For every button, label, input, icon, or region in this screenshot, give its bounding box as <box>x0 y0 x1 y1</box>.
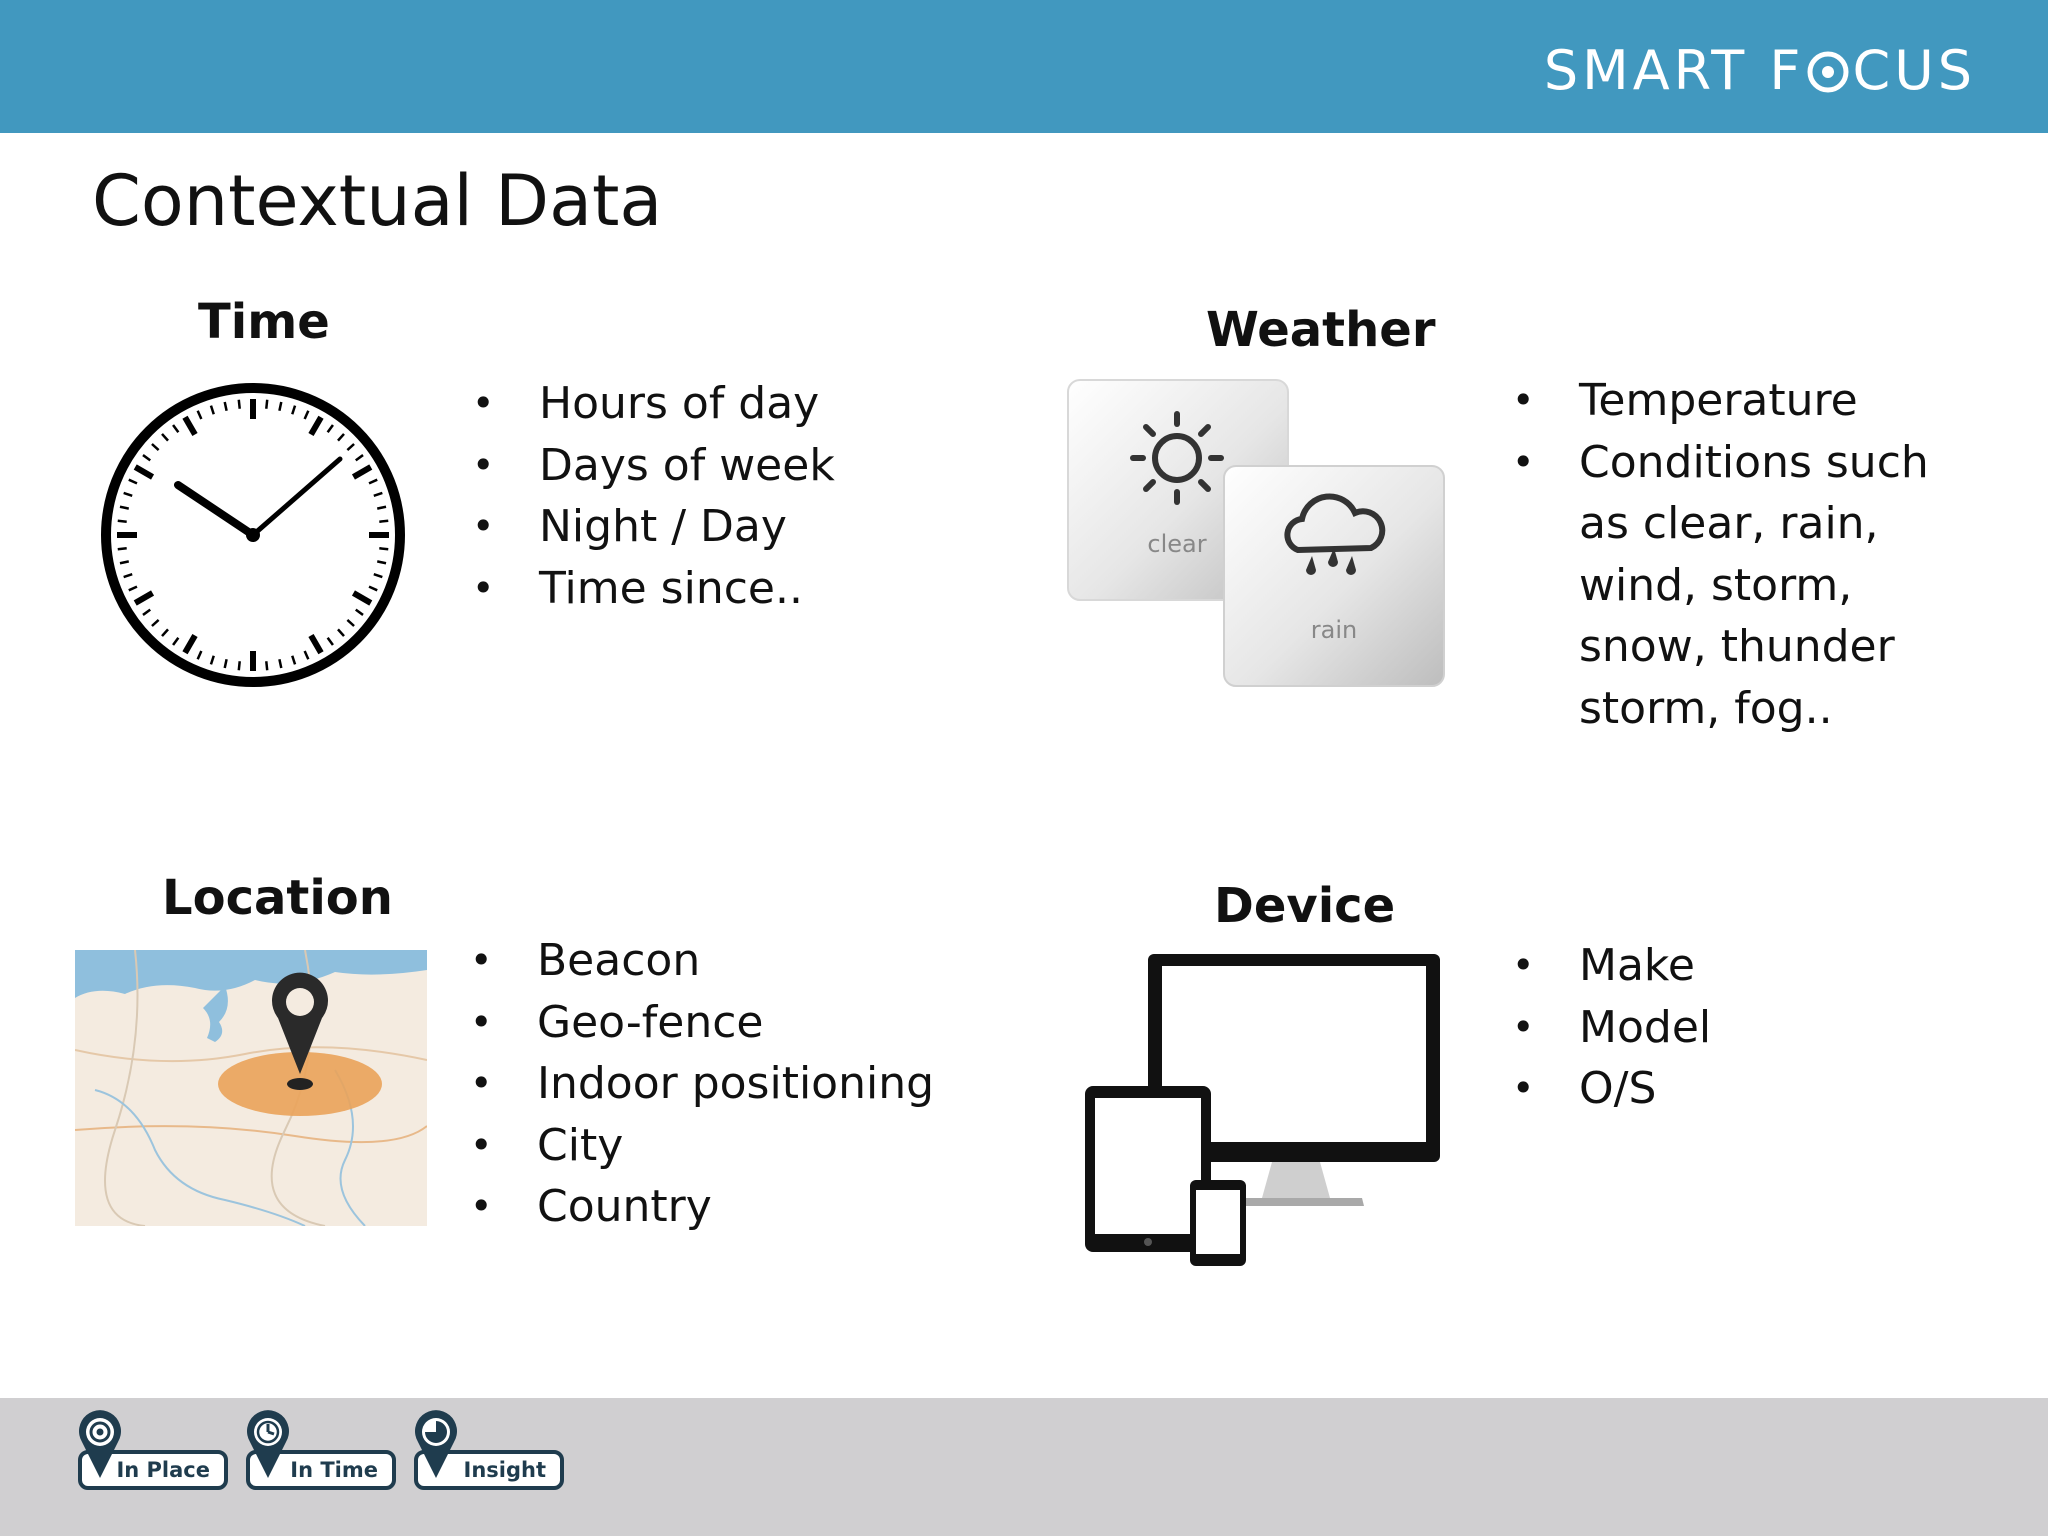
brand-logo <box>1544 38 1976 102</box>
focus-target-icon <box>1806 50 1850 94</box>
device-heading: Device <box>1214 878 1396 934</box>
page-title: Contextual Data <box>92 160 663 242</box>
badge-in-place <box>76 1410 231 1490</box>
list-item: • Conditions such as clear, rain, wind, storm, snow, thunder storm, fog.. <box>1512 432 1982 740</box>
weather-heading: Weather <box>1206 302 1436 358</box>
list-item: • Make <box>1512 935 1711 997</box>
list-item: • Temperature <box>1512 370 1982 432</box>
tile-label-rain: rain <box>1310 616 1358 644</box>
time-list <box>472 373 835 619</box>
device-list <box>1512 935 1711 1120</box>
clock-icon <box>98 380 408 690</box>
header-bar <box>0 0 2048 133</box>
list-item: • Days of week <box>472 435 835 497</box>
clock-pin-icon <box>244 1410 292 1480</box>
weather-list <box>1512 370 1982 739</box>
list-item: • Night / Day <box>472 496 835 558</box>
brand-logo-text-a: SMART F <box>1543 38 1805 102</box>
location-map <box>75 950 427 1226</box>
list-item: • Model <box>1512 997 1711 1059</box>
target-pin-icon <box>76 1410 124 1480</box>
devices-icon <box>1082 950 1452 1270</box>
list-item: • Time since.. <box>472 558 835 620</box>
badge-label: In Place <box>78 1450 228 1490</box>
clock-tick <box>379 548 388 549</box>
tile-label-clear: clear <box>1147 530 1207 558</box>
clock-tick <box>266 661 267 670</box>
weather-tiles <box>1066 378 1450 690</box>
badge-insight <box>412 1410 567 1490</box>
badge-in-time <box>244 1410 399 1490</box>
clock-tick <box>118 521 127 522</box>
list-item: • O/S <box>1512 1058 1711 1120</box>
clock-tick <box>118 548 127 549</box>
location-list <box>470 930 934 1238</box>
chart-pin-icon <box>412 1410 460 1480</box>
clock-tick <box>379 521 388 522</box>
badge-label: In Time <box>246 1450 396 1490</box>
location-heading: Location <box>162 870 393 926</box>
list-item: • Beacon <box>470 930 934 992</box>
clock-tick <box>266 400 267 409</box>
clock-tick <box>239 661 240 670</box>
time-heading: Time <box>198 294 330 350</box>
list-item: • City <box>470 1115 934 1177</box>
list-item: • Hours of day <box>472 373 835 435</box>
list-item: • Indoor positioning <box>470 1053 934 1115</box>
badge-label: Insight <box>414 1450 564 1490</box>
list-item: • Country <box>470 1176 934 1238</box>
brand-logo-text-b: CUS <box>1852 38 1976 102</box>
clock-tick <box>239 400 240 409</box>
list-item: • Geo-fence <box>470 992 934 1054</box>
